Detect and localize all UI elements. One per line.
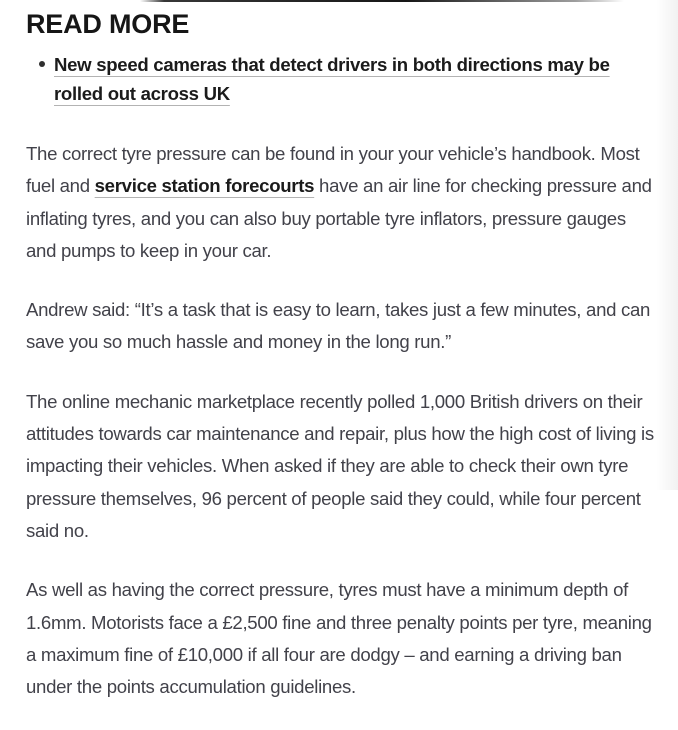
article-paragraph-4: As well as having the correct pressure, tyres must have a minimum depth of 1.6mm. Motorists face a £2,500 fine and three penalty points per tyre, meaning a maximum fine of £10,000 if all four are dodgy – and earning a driving ban under the points accumulation guidelines. [26, 579, 652, 698]
service-station-forecourts-link[interactable]: service station forecourts [94, 175, 315, 197]
read-more-list-item [54, 50, 614, 108]
paragraph-text: have an air line for checking pressure and inflating tyres, and you can also buy portable tyre inflators, pressure gauges and pumps to keep in your car. [26, 175, 652, 261]
read-more-link-speed-cameras[interactable]: New speed cameras that detect drivers in both directions may be rolled out across UK [54, 54, 610, 104]
read-more-list [26, 50, 660, 108]
article-paragraph-1 [26, 138, 660, 267]
paragraph-text: The correct tyre pressure can be found in your your vehicle’s handbook. Most fuel and [26, 143, 640, 197]
article-paragraph-2: Andrew said: “It’s a task that is easy to learn, takes just a few minutes, and can save you so much hassle and money in the long run.” [26, 299, 651, 353]
article-paragraph-3: The online mechanic marketplace recently polled 1,000 British drivers on their attitudes towards car maintenance and repair, plus how the high cost of living is impacting their vehicles. When asked if they are able to check their own tyre pressure themselves, 96 percent of people said they could, while four percent said no. [26, 390, 654, 541]
read-more-heading: READ MORE [26, 9, 190, 39]
bullet-icon [39, 61, 45, 67]
